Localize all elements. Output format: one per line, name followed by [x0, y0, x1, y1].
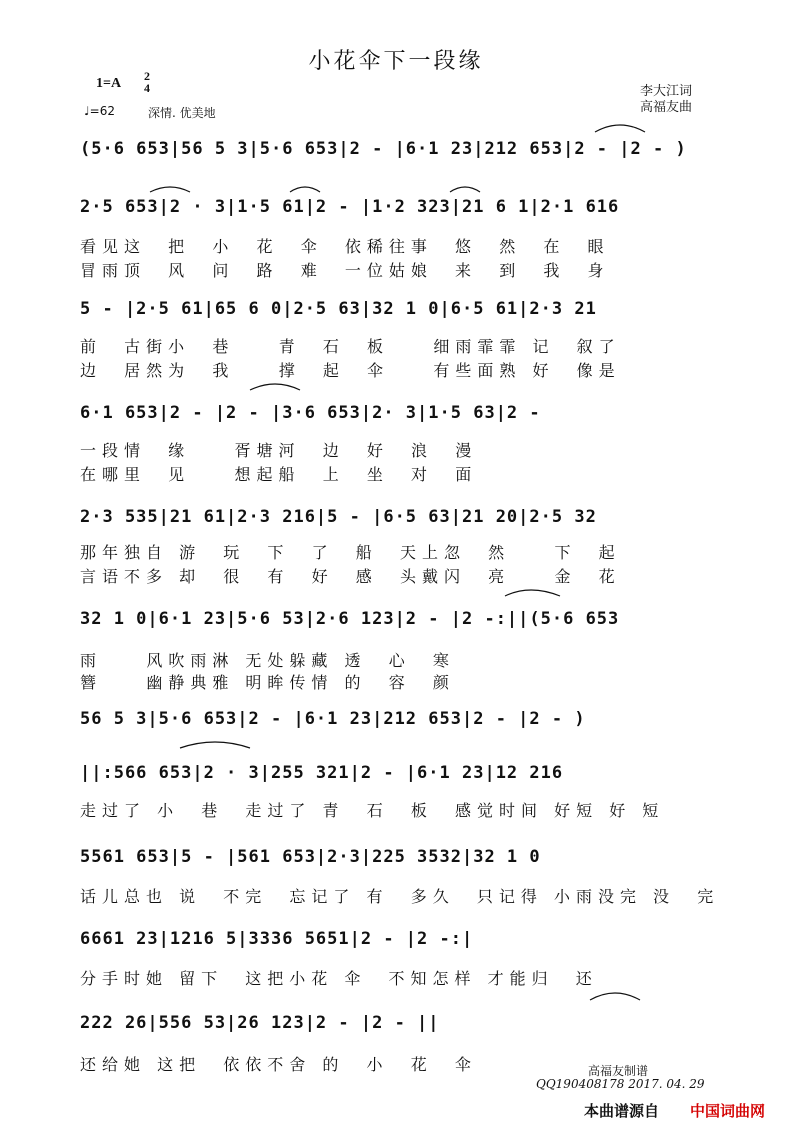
lyricist-credit: 李大江词: [640, 84, 693, 99]
slur: [505, 590, 560, 596]
music-line: 32 1 0|6·1 23|5·6 53|2·6 123|2 - |2 -:||(5·6 653: [80, 609, 620, 629]
source-label: 本曲谱源自: [584, 1102, 660, 1120]
score-title: 小花伞下一段缘: [308, 49, 484, 74]
music-line: (5·6 653|56 5 3|5·6 653|2 - |6·1 23|212 653|2 - |2 - ): [80, 139, 687, 159]
composer-credit: 高福友曲: [640, 100, 693, 115]
music-line: 2·5 653|2 · 3|1·5 61|2 - |1·2 323|21 6 1|2·1 616: [80, 197, 620, 217]
lyric-line: 话儿总也 说 不完 忘记了 有 多久 只记得 小雨没完 没 完: [80, 887, 720, 906]
slur: [595, 125, 645, 132]
contact-note: QQ190408178 2017. 04. 29: [536, 1077, 705, 1091]
lyric-line: 言语不多 却 很 有 好 感 头戴闪 亮 金 花: [80, 567, 621, 586]
music-line: 222 26|556 53|26 123|2 - |2 - ||: [80, 1013, 440, 1033]
lyric-line: 边 居然为 我 撑 起 伞 有些面熟 好 像是: [80, 361, 621, 380]
slur: [180, 742, 250, 748]
music-line: 6·1 653|2 - |2 - |3·6 653|2· 3|1·5 63|2 -: [80, 403, 541, 423]
arranger-note: 高福友制谱: [588, 1064, 649, 1078]
lyric-line: 在哪里 见 想起船 上 坐 对 面: [80, 465, 478, 484]
time-top: 2: [144, 69, 150, 83]
music-line: 5561 653|5 - |561 653|2·3|225 3532|32 1 0: [80, 847, 541, 867]
expression-mark: 深情. 优美地: [148, 106, 216, 120]
lyric-line: 分手时她 留下 这把小花 伞 不知怎样 才能归 还: [80, 969, 598, 988]
lyric-line: 冒雨顶 风 问 路 难 一位姑娘 来 到 我 身: [80, 261, 610, 280]
lyric-line: 看见这 把 小 花 伞 依稀往事 悠 然 在 眼: [80, 237, 610, 256]
lyric-line: 一段情 缘 胥塘河 边 好 浪 漫: [80, 441, 478, 460]
lyric-line: 雨 风吹雨淋 无处躲藏 透 心 寒: [80, 651, 455, 670]
slur: [290, 187, 320, 192]
lyric-line: 前 古街小 巷 青 石 板 细雨霏霏 记 叙了: [80, 337, 621, 356]
lyric-line: 那年独自 游 玩 下 了 船 天上忽 然 下 起: [80, 543, 621, 562]
slur: [250, 384, 300, 390]
slur: [150, 187, 190, 192]
key-signature: 1=A: [96, 76, 122, 91]
lyric-line: 簪 幽静典雅 明眸传情 的 容 颜: [80, 673, 455, 692]
music-line: ||:566 653|2 · 3|255 321|2 - |6·1 23|12 216: [80, 763, 564, 783]
music-line: 6661 23|1216 5|3336 5651|2 - |2 -:|: [80, 929, 474, 949]
music-line: 5 - |2·5 61|65 6 0|2·5 63|32 1 0|6·5 61|2·3 21: [80, 299, 597, 319]
source-site-link[interactable]: 中国词曲网: [690, 1102, 766, 1120]
slur: [590, 993, 640, 1000]
music-line: 2·3 535|21 61|2·3 216|5 - |6·5 63|21 20|2·5 32: [80, 507, 597, 527]
slur: [450, 187, 480, 192]
tempo-mark: ♩=62: [84, 104, 115, 118]
music-line: 56 5 3|5·6 653|2 - |6·1 23|212 653|2 - |2 - ): [80, 709, 586, 729]
lyric-line: 走过了 小 巷 走过了 青 石 板 感觉时间 好短 好 短: [80, 801, 665, 820]
lyric-line: 还给她 这把 依依不舍 的 小 花 伞: [80, 1055, 477, 1074]
time-bottom: 4: [144, 81, 150, 95]
